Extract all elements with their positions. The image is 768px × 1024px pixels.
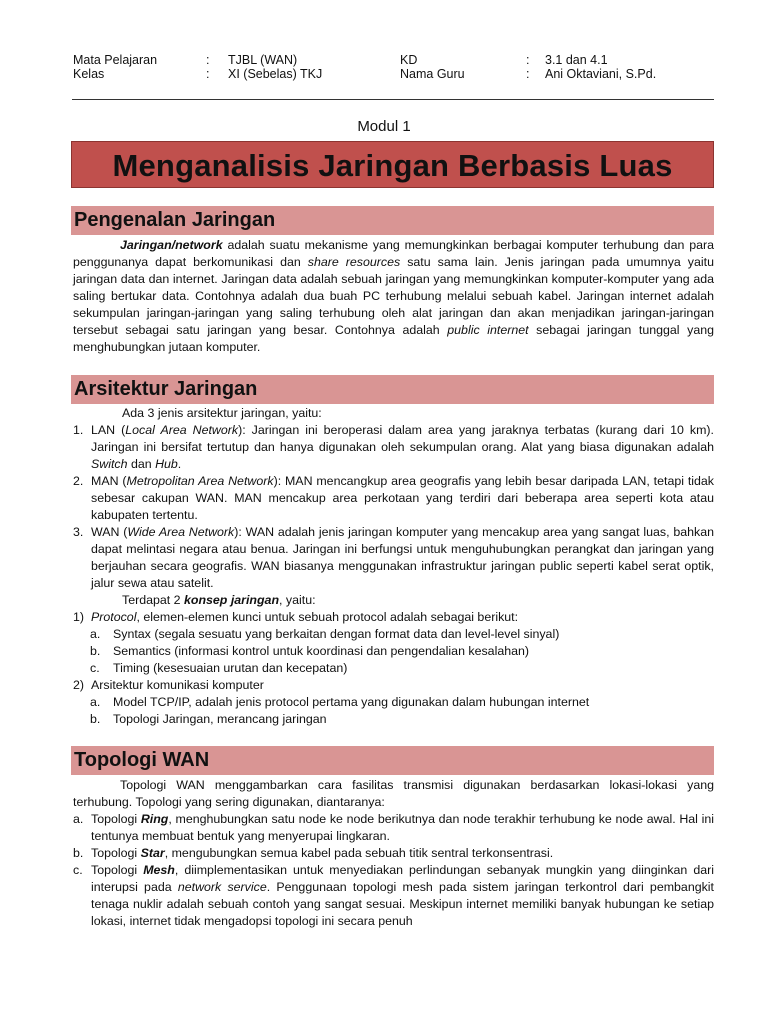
term: Jaringan/network	[120, 238, 223, 252]
sub-list-item: b. Semantics (informasi kontrol untuk koordinasi dan pengendalian kesalahan)	[90, 644, 530, 658]
paragraph: Topologi WAN menggambarkan cara fasilitas transmisi digunakan berdasarkan lokasi-lokasi yang terhubung. Topologi yang sering digunakan, diantaranya:	[73, 778, 714, 809]
list-item: a. Topologi Ring, menghubungkan satu node ke node berikutnya dan node terakhir terhubung ke node awal. Hal ini tentunya membuat bentuk yang menyerupai lingkaran.	[73, 812, 714, 843]
list-item: c. Topologi Mesh, diimplementasikan untuk menyediakan perlindungan sebanyak mungkin yang diinginkan dari interupsi pada network service. Penggunaan topologi mesh pada sistem jaringan terkontrol dari pembangkit tenaga nuklir adalah sebuah contoh yang sangat sesuai. Meskipun internet memiliki banyak hubungan ke setiap lokasi, internet tidak mengadopsi topologi ini secara penuh	[73, 863, 714, 928]
section-heading-arsitektur: Arsitektur Jaringan	[71, 375, 714, 404]
document-header	[73, 53, 733, 81]
colon: :	[526, 53, 530, 67]
list-item: 1) Protocol, elemen-elemen kunci untuk sebuah protocol adalah sebagai berikut:	[73, 610, 519, 624]
header-row	[73, 67, 733, 81]
colon: :	[206, 67, 210, 81]
header-divider	[72, 99, 714, 100]
paragraph: Jaringan/network adalah suatu mekanisme yang memungkinkan berbagai komputer terhubung dan para penggunanya dapat berkomunikasi dan share resources satu sama lain. Jenis jaringan pada umumnya yaitu jaringan data dan internet. Jaringan data adalah sebuah jaringan yang memungkinkan komputer-komputer yang ada saling bertukar data. Contohnya adalah dua buah PC terhubung melalui sebuah kabel. Jaringan internet adalah sekumpulan jaringan-jaringan yang saling terhubung oleh alat jaringan dan akan menjadikan jaringan-jaringan tersebut sebagai satu jaringan yang besar. Contohnya adalah public internet sebagai jaringan tunggal yang menghubungkan jutaan komputer.	[73, 238, 714, 354]
list-item: 2. MAN (Metropolitan Area Network): MAN mencangkup area geografis yang lebih besar daripada LAN, tetapi tidak sebesar cakupan WAN. MAN mencakup area perkotaan yang terdiri dari beberapa area seperti kota atau kabupaten tertentu.	[73, 474, 714, 522]
section-heading-topologi: Topologi WAN	[71, 746, 714, 775]
colon: :	[526, 67, 530, 81]
sub-list-item: a. Model TCP/IP, adalah jenis protocol pertama yang digunakan dalam hubungan internet	[90, 695, 590, 709]
teacher-label: Nama Guru	[400, 67, 465, 81]
subject-value: TJBL (WAN)	[228, 53, 298, 67]
sub-list-item: b. Topologi Jaringan, merancang jaringan	[90, 712, 327, 726]
document-title: Menganalisis Jaringan Berbasis Luas	[112, 148, 673, 183]
class-value: XI (Sebelas) TKJ	[228, 67, 323, 81]
section-body-pengenalan	[73, 237, 714, 356]
module-label: Modul 1	[357, 118, 411, 135]
colon: :	[206, 53, 210, 67]
sub-list-item: a. Syntax (segala sesuatu yang berkaitan dengan format data dan level-level sinyal)	[90, 627, 560, 641]
subject-label: Mata Pelajaran	[73, 53, 158, 67]
teacher-value: Ani Oktaviani, S.Pd.	[545, 67, 657, 81]
class-label: Kelas	[73, 67, 105, 81]
list-item: 3. WAN (Wide Area Network): WAN adalah jenis jaringan komputer yang mencakup area yang sangat luas, bahkan dapat melintasi negara atau benua. Jaringan ini berfungsi untuk menguhubungkan perangkat dan jaringan yang berjauhan secara geografis. WAN biasanya menggunakan infrastruktur jaringan public seperti kabel serat optik, jalur sewa atau satelit.	[73, 525, 714, 590]
section-body-arsitektur	[73, 405, 714, 728]
title-banner	[71, 141, 714, 188]
list-item: 1. LAN (Local Area Network): Jaringan ini beroperasi dalam area yang jaraknya terbatas (kurang dari 10 km). Jaringan ini bersifat tertutup dan hanya digunakan oleh sekumpulan orang. Alat yang biasa digunakan adalah Switch dan Hub.	[73, 423, 714, 471]
sub-list-item: c. Timing (kesesuaian urutan dan kecepatan)	[90, 661, 348, 675]
kd-value: 3.1 dan 4.1	[545, 53, 608, 67]
kd-label: KD	[400, 53, 418, 67]
list-intro: Ada 3 jenis arsitektur jaringan, yaitu:	[122, 406, 322, 420]
section-heading-pengenalan: Pengenalan Jaringan	[71, 206, 714, 235]
list-item: 2) Arsitektur komunikasi komputer	[73, 678, 264, 692]
list-intro: Terdapat 2 konsep jaringan, yaitu:	[122, 593, 316, 607]
section-body-topologi	[73, 777, 714, 930]
list-item: b. Topologi Star, mengubungkan semua kabel pada sebuah titik sentral terkonsentrasi.	[73, 846, 554, 860]
header-row	[73, 53, 733, 67]
